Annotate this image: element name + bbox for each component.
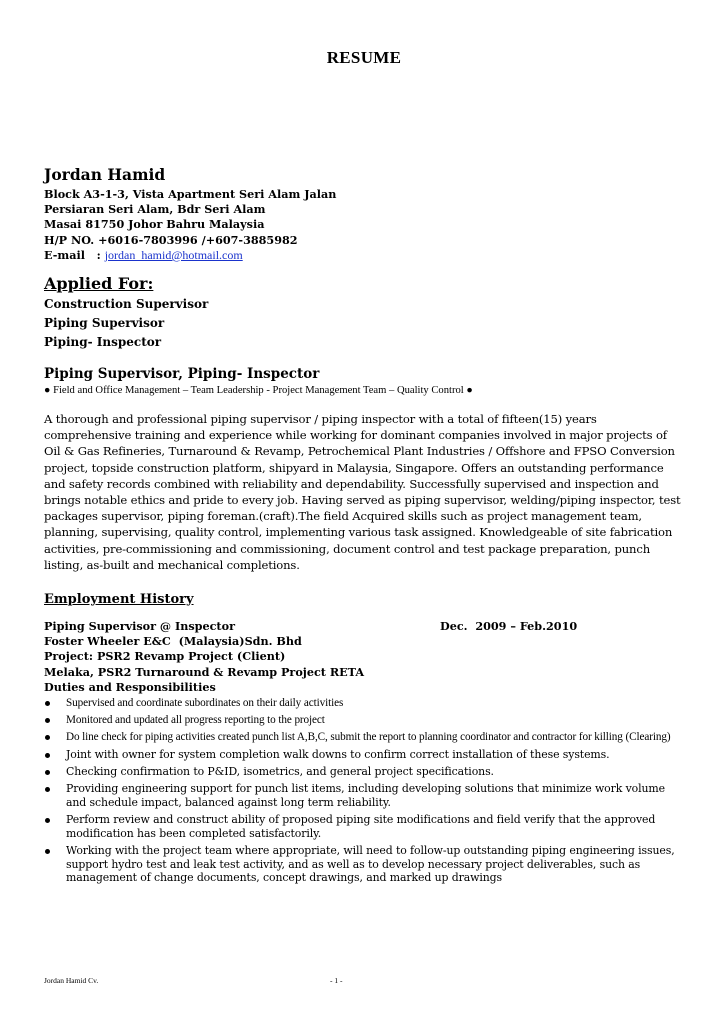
- footer-doc-name: Jordan Hamid Cv.: [44, 976, 99, 985]
- list-item: Working with the project team where appropriate, will need to follow-up outstanding piping engineering issues, support hydro test and leak test activity, and as well as to develop necessary project deliverables, such as management of change documents, concept drawings, and marked up drawings: [44, 844, 684, 885]
- duties-list: [44, 696, 684, 885]
- applied-position: Construction Supervisor: [44, 297, 209, 312]
- contact-block: [44, 187, 684, 263]
- resume-content: [44, 165, 684, 888]
- job-entry: [44, 619, 684, 695]
- employment-heading: Employment History: [44, 592, 194, 608]
- job-header: [44, 619, 684, 634]
- profile-summary: A thorough and professional piping supervisor / piping inspector with a total of fifteen(15) years comprehensive training and experience while working for dominant companies involved in major projects of Oil & Gas Refineries, Turnaround & Revamp, Petrochemical Plant Industries / Offshore and FPSO Conversion project, topside construction platform, shipyard in Malaysia, Singapore. Offers an outstanding performance and safety records combined with reliability and dependability. Successfully supervised and inspection and brings notable ethics and pride to every job. Having served as piping supervisor, welding/piping inspector, test packages supervisor, piping foreman.(craft).The field Acquired skills such as project management team, planning, supervising, quality control, implementing various task assigned. Knowledgeable of site fabrication activities, pre-commissioning and commissioning, document control and test package preparation, punch listing, as-built and mechanical completions.: [44, 412, 681, 572]
- candidate-name: Jordan Hamid: [44, 165, 166, 184]
- email-label: E-mail :: [44, 247, 105, 262]
- email-line: [44, 248, 684, 263]
- applied-for-list: [44, 295, 684, 352]
- address-line-1: Block A3-1-3, Vista Apartment Seri Alam Jalan: [44, 187, 337, 201]
- profile-title: Piping Supervisor, Piping- Inspector: [44, 366, 320, 383]
- job-location: Melaka, PSR2 Turnaround & Revamp Project RETA: [44, 664, 365, 679]
- bullet-icon: ●: [44, 385, 51, 397]
- job-project: Project: PSR2 Revamp Project (Client): [44, 649, 286, 664]
- address-line-3: Masai 81750 Johor Bahru Malaysia: [44, 217, 265, 232]
- tagline-text: Field and Office Management – Team Leadership - Project Management Team – Quality Control: [53, 385, 464, 397]
- profile-tagline: [44, 383, 684, 399]
- job-company: Foster Wheeler E&C (Malaysia)Sdn. Bhd: [44, 634, 302, 649]
- job-dates: Dec. 2009 – Feb.2010: [440, 619, 578, 634]
- duties-heading: Duties and Responsibilities: [44, 679, 216, 694]
- email-link[interactable]: jordan_hamid@hotmail.com: [104, 247, 243, 262]
- list-item: Supervised and coordinate subordinates on their daily activities: [44, 696, 684, 710]
- footer-page-number: - 1 -: [330, 976, 343, 985]
- list-item: Perform review and construct ability of proposed piping site modifications and field verify that the approved modification has been completed satisfactorily.: [44, 813, 684, 840]
- phone-line: H/P NO. +6016-7803996 /+607-3885982: [44, 232, 298, 247]
- job-title: Piping Supervisor @ Inspector: [44, 619, 235, 634]
- list-item: Providing engineering support for punch list items, including developing solutions that minimize work volume and schedule impact, balanced against long term reliability.: [44, 782, 684, 809]
- address-line-2: Persiaran Seri Alam, Bdr Seri Alam: [44, 202, 266, 217]
- bullet-icon: ●: [466, 385, 473, 397]
- applied-position: Piping- Inspector: [44, 335, 162, 350]
- applied-position: Piping Supervisor: [44, 316, 165, 331]
- list-item: Joint with owner for system completion walk downs to confirm correct installation of these systems.: [44, 748, 684, 762]
- list-item: Checking confirmation to P&ID, isometrics, and general project specifications.: [44, 765, 684, 779]
- applied-for-heading: Applied For:: [44, 274, 154, 294]
- list-item: Monitored and updated all progress reporting to the project: [44, 713, 684, 727]
- page-title: RESUME: [326, 48, 402, 67]
- list-item: Do line check for piping activities created punch list A,B,C, submit the report to planning coordinator and contractor for killing (Clearing): [44, 730, 684, 744]
